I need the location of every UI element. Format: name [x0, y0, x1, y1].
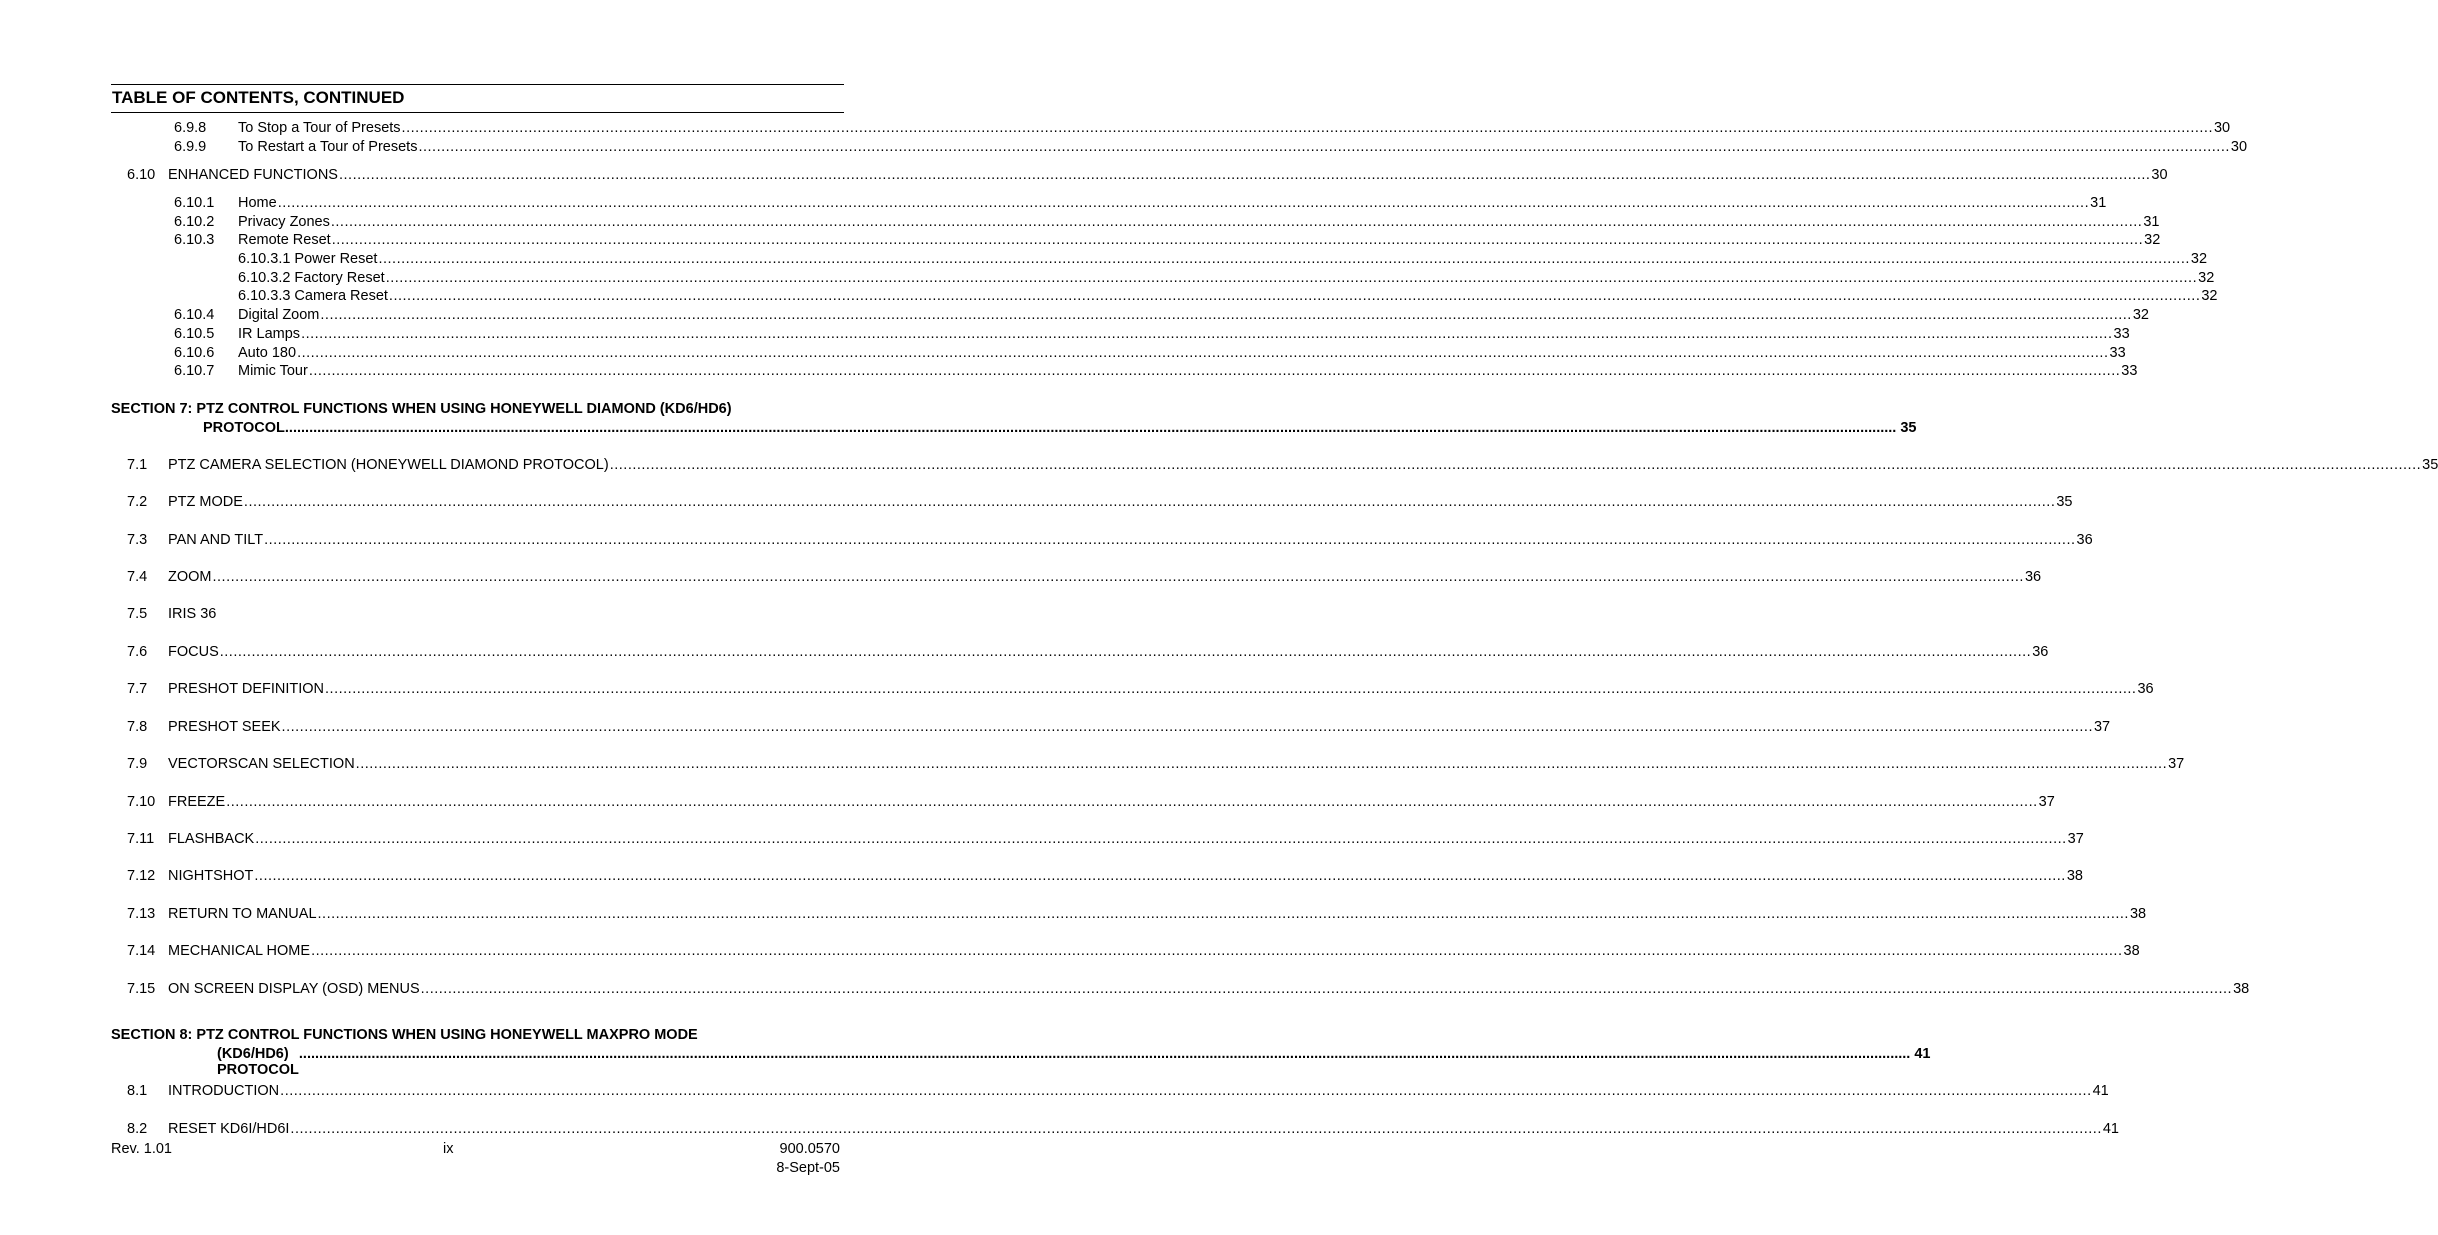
- page-title: TABLE OF CONTENTS, CONTINUED: [112, 88, 405, 107]
- dot-leader: ................................................................................................................................................................................................................................................................................................................................................................................................................: [609, 457, 2422, 473]
- toc-entry-page: 30: [2213, 120, 2231, 136]
- toc-entry-number: 7.2: [127, 494, 148, 510]
- toc-entry-page: 41: [2092, 1083, 2109, 1099]
- toc-entry-number: 6.9.8: [174, 120, 207, 136]
- toc-entry-number: 7.3: [127, 532, 148, 548]
- toc-entry-number: 6.10: [127, 167, 156, 183]
- toc-entry-title: VECTORSCAN SELECTION: [168, 756, 355, 772]
- dot-leader: ................................................................................................................................................................................................................................................................................................................................................................................................................: [317, 906, 2129, 922]
- toc-entry-title: Auto 180: [238, 345, 297, 361]
- toc-entry-title: NIGHTSHOT: [168, 868, 254, 884]
- toc-entry-page: 38: [2066, 868, 2083, 884]
- toc-entry-page: 33: [2113, 326, 2130, 342]
- toc-entry: [127, 1121, 2119, 1140]
- footer-doc-number: 900.0570: [779, 1141, 840, 1157]
- footer-page-number: ix: [443, 1141, 454, 1157]
- toc-entry: [238, 288, 2218, 307]
- toc-entry-title: Home: [238, 195, 277, 211]
- toc-entry: [127, 494, 2073, 513]
- dot-leader: ................................................................................................................................................................................................................................................................................................................................................................................................................: [212, 569, 2024, 585]
- section-heading-subtitle: PROTOCOL: [203, 420, 285, 436]
- toc-entry: [174, 214, 2160, 233]
- toc-entry-number: 7.10: [127, 794, 156, 810]
- toc-entry-title: 6.10.3.2 Factory Reset: [238, 270, 385, 286]
- toc-entry-title: PTZ CAMERA SELECTION (HONEYWELL DIAMOND PROTOCOL): [168, 457, 609, 473]
- toc-entry-title: RETURN TO MANUAL: [168, 906, 317, 922]
- dot-leader: ................................................................................................................................................................................................................................................................................................................................................................................................................: [277, 195, 2090, 211]
- dot-leader: ................................................................................................................................................................................................................................................................................................................................................................................................................: [330, 214, 2143, 230]
- toc-entry-title: PTZ MODE: [168, 494, 243, 510]
- toc-entry-number: 6.10.1: [174, 195, 215, 211]
- toc-entry-number: 7.7: [127, 681, 148, 697]
- toc-entry-number: 6.10.3: [174, 232, 215, 248]
- dot-leader: ................................................................................................................................................................................................................................................................................................................................................................................................................: [338, 167, 2151, 183]
- dot-leader: ................................................................................................................................................................................................................................................................................................................................................................................................................: [280, 1083, 2092, 1099]
- dot-leader: ................................................................................................................................................................................................................................................................................................................................................................................................................: [219, 644, 2032, 660]
- section-heading-title: SECTION 8: PTZ CONTROL FUNCTIONS WHEN USING HONEYWELL MAXPRO MODE: [111, 1027, 698, 1043]
- toc-entry: [127, 981, 2250, 1000]
- toc-entry-number: 6.10.4: [174, 307, 215, 323]
- toc-entry: [127, 606, 841, 625]
- toc-entry-page: 31: [2090, 195, 2107, 211]
- toc-entry-page: 30: [2151, 167, 2168, 183]
- toc-entry-number: 7.4: [127, 569, 148, 585]
- toc-entry-page: 32: [2201, 288, 2218, 304]
- toc-entry-number: 6.10.5: [174, 326, 215, 342]
- dot-leader: ................................................................................................................................................................................................................................................................................................................................................................................................................: [298, 1046, 1911, 1062]
- toc-entry-page: 30: [2230, 139, 2248, 155]
- toc-entry-number: 6.10.7: [174, 363, 215, 379]
- toc-entry: [127, 1083, 2109, 1102]
- toc-entry-title: IRIS 36: [168, 606, 217, 622]
- toc-entry-page: 36: [2076, 532, 2093, 548]
- toc-entry-page: 36: [2024, 569, 2042, 585]
- toc-entry-title: PAN AND TILT: [168, 532, 264, 548]
- toc-entry-title: Digital Zoom: [238, 307, 320, 323]
- dot-leader: ................................................................................................................................................................................................................................................................................................................................................................................................................: [331, 232, 2144, 248]
- toc-entry-number: 7.6: [127, 644, 148, 660]
- dot-leader: ................................................................................................................................................................................................................................................................................................................................................................................................................: [226, 794, 2038, 810]
- toc-entry-number: 7.14: [127, 943, 156, 959]
- toc-entry-title: 6.10.3.1 Power Reset: [238, 251, 378, 267]
- dot-leader: ................................................................................................................................................................................................................................................................................................................................................................................................................: [301, 326, 2113, 342]
- toc-entry-title: Mimic Tour: [238, 363, 308, 379]
- toc-entry: [174, 345, 2126, 364]
- dot-leader: ................................................................................................................................................................................................................................................................................................................................................................................................................: [243, 494, 2056, 510]
- toc-entry-number: 7.1: [127, 457, 148, 473]
- toc-entry: [127, 167, 2168, 186]
- dot-leader: ................................................................................................................................................................................................................................................................................................................................................................................................................: [297, 345, 2109, 361]
- toc-entry: [174, 195, 2107, 214]
- toc-entry-title: Remote Reset: [238, 232, 331, 248]
- dot-leader: ................................................................................................................................................................................................................................................................................................................................................................................................................: [420, 981, 2233, 997]
- toc-entry-page: 37: [2038, 794, 2055, 810]
- toc-entry-page: 37: [2067, 831, 2084, 847]
- toc-entry-number: 6.10.2: [174, 214, 215, 230]
- toc-entry-title: FREEZE: [168, 794, 226, 810]
- toc-entry-page: 37: [2168, 756, 2185, 772]
- dot-leader: ................................................................................................................................................................................................................................................................................................................................................................................................................: [284, 420, 1897, 436]
- toc-entry-title: ON SCREEN DISPLAY (OSD) MENUS: [168, 981, 420, 997]
- toc-entry-number: 7.13: [127, 906, 156, 922]
- toc-entry-number: 7.9: [127, 756, 148, 772]
- toc-entry-page: 35: [2056, 494, 2073, 510]
- toc-entry-title: IR Lamps: [238, 326, 301, 342]
- toc-entry: [174, 326, 2130, 345]
- section-heading-page: 35: [1900, 420, 1917, 436]
- toc-entry-page: 36: [2137, 681, 2154, 697]
- toc-entry: [127, 457, 2438, 476]
- dot-leader: ................................................................................................................................................................................................................................................................................................................................................................................................................: [254, 868, 2066, 884]
- toc-entry: [127, 532, 2093, 551]
- toc-entry-title: MECHANICAL HOME: [168, 943, 311, 959]
- toc-entry: [127, 831, 2084, 850]
- section-heading: [111, 1027, 1931, 1078]
- toc-entry-page: 37: [2093, 719, 2111, 735]
- toc-entry-page: 36: [2032, 644, 2049, 660]
- toc-entry-page: 33: [2121, 363, 2138, 379]
- toc-entry: [127, 794, 2055, 813]
- toc-entry-number: 7.12: [127, 868, 156, 884]
- toc-entry: [127, 868, 2083, 887]
- toc-entry-title: To Stop a Tour of Presets: [238, 120, 401, 136]
- toc-entry-page: 32: [2132, 307, 2149, 323]
- dot-leader: ................................................................................................................................................................................................................................................................................................................................................................................................................: [401, 120, 2213, 136]
- toc-entry-page: 32: [2144, 232, 2161, 248]
- toc-entry-page: 41: [2102, 1121, 2119, 1137]
- toc-entry: [174, 363, 2138, 382]
- footer-date: 8-Sept-05: [776, 1160, 840, 1176]
- dot-leader: ................................................................................................................................................................................................................................................................................................................................................................................................................: [355, 756, 2168, 772]
- toc-entry-title: PRESHOT DEFINITION: [168, 681, 325, 697]
- toc-entry: [238, 251, 2208, 270]
- toc-entry-page: 32: [2198, 270, 2215, 286]
- toc-entry-number: 8.1: [127, 1083, 148, 1099]
- toc-entry-number: 7.8: [127, 719, 148, 735]
- dot-leader: ................................................................................................................................................................................................................................................................................................................................................................................................................: [311, 943, 2123, 959]
- toc-entry: [127, 569, 2042, 588]
- toc-entry-page: 38: [2129, 906, 2147, 922]
- toc-entry-page: 32: [2190, 251, 2208, 267]
- toc-entry-title: FLASHBACK: [168, 831, 255, 847]
- dot-leader: ................................................................................................................................................................................................................................................................................................................................................................................................................: [325, 681, 2137, 697]
- toc-entry: [174, 139, 2248, 158]
- section-heading: [111, 401, 1917, 441]
- toc-entry-page: 31: [2143, 214, 2160, 230]
- toc-entry-page: 38: [2123, 943, 2140, 959]
- page-header: [111, 84, 844, 113]
- dot-leader: ................................................................................................................................................................................................................................................................................................................................................................................................................: [281, 719, 2093, 735]
- dot-leader: ................................................................................................................................................................................................................................................................................................................................................................................................................: [264, 532, 2076, 548]
- toc-entry-title: 6.10.3.3 Camera Reset: [238, 288, 388, 304]
- section-heading-subtitle: (KD6/HD6) PROTOCOL: [217, 1046, 299, 1078]
- toc-entry-title: To Restart a Tour of Presets: [238, 139, 418, 155]
- dot-leader: ................................................................................................................................................................................................................................................................................................................................................................................................................: [290, 1121, 2102, 1137]
- toc-entry: [174, 232, 2161, 251]
- toc-entry-title: RESET KD6I/HD6I: [168, 1121, 290, 1137]
- toc-entry: [127, 681, 2154, 700]
- toc-entry: [127, 756, 2185, 775]
- dot-leader: ................................................................................................................................................................................................................................................................................................................................................................................................................: [388, 288, 2201, 304]
- dot-leader: ................................................................................................................................................................................................................................................................................................................................................................................................................: [378, 251, 2190, 267]
- toc-entry-title: INTRODUCTION: [168, 1083, 280, 1099]
- toc-entry-page: 38: [2233, 981, 2250, 997]
- toc-entry-number: 7.15: [127, 981, 156, 997]
- dot-leader: ................................................................................................................................................................................................................................................................................................................................................................................................................: [308, 363, 2121, 379]
- toc-entry: [174, 120, 2231, 139]
- toc-entry-title: Privacy Zones: [238, 214, 330, 230]
- dot-leader: ................................................................................................................................................................................................................................................................................................................................................................................................................: [255, 831, 2067, 847]
- toc-entry-number: 7.11: [127, 831, 155, 847]
- toc-entry-title: ENHANCED FUNCTIONS: [168, 167, 338, 183]
- toc-entry: [238, 270, 2215, 289]
- toc-entry-title: ZOOM: [168, 569, 212, 585]
- toc-entry: [127, 906, 2147, 925]
- section-heading-title: SECTION 7: PTZ CONTROL FUNCTIONS WHEN USING HONEYWELL DIAMOND (KD6/HD6): [111, 401, 732, 417]
- toc-entry-number: 8.2: [127, 1121, 148, 1137]
- toc-entry-number: 6.10.6: [174, 345, 215, 361]
- section-heading-page: 41: [1914, 1046, 1931, 1062]
- toc-entry-page: 33: [2109, 345, 2126, 361]
- dot-leader: ................................................................................................................................................................................................................................................................................................................................................................................................................: [320, 307, 2132, 323]
- toc-entry-number: 6.9.9: [174, 139, 207, 155]
- footer-revision: Rev. 1.01: [111, 1141, 172, 1157]
- toc-entry: [127, 644, 2049, 663]
- toc-entry-title: FOCUS: [168, 644, 219, 660]
- toc-entry-title: PRESHOT SEEK: [168, 719, 281, 735]
- dot-leader: ................................................................................................................................................................................................................................................................................................................................................................................................................: [385, 270, 2198, 286]
- toc-entry: [127, 943, 2140, 962]
- toc-entry: [127, 719, 2111, 738]
- toc-entry-number: 7.5: [127, 606, 148, 622]
- toc-entry: [174, 307, 2149, 326]
- dot-leader: ................................................................................................................................................................................................................................................................................................................................................................................................................: [418, 139, 2230, 155]
- toc-entry-page: 35: [2422, 457, 2438, 473]
